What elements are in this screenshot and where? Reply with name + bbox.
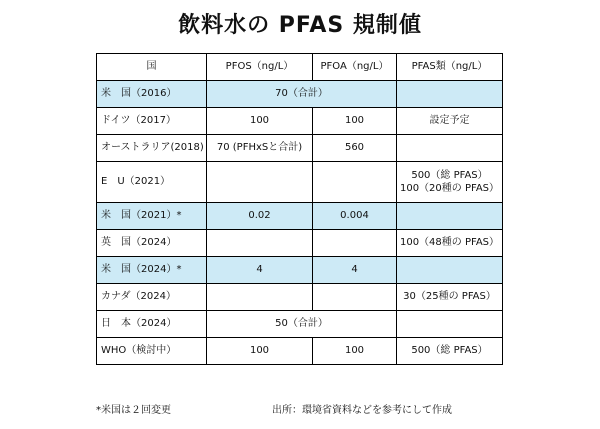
country-cell: 英 国（2024） xyxy=(97,230,207,257)
pfas-cell xyxy=(397,203,503,230)
pfas-line: 500（総 PFAS） xyxy=(411,169,488,181)
page-title: 飲料水の PFAS 規制値 xyxy=(178,13,422,38)
pfoa-cell: 0.004 xyxy=(313,203,397,230)
pfos-cell xyxy=(207,284,313,311)
country-cell: 米 国（2021）* xyxy=(97,203,207,230)
pfoa-cell: 560 xyxy=(313,135,397,162)
table-row xyxy=(97,162,503,203)
pfoa-cell xyxy=(313,162,397,203)
combined-cell: 70（合計） xyxy=(207,81,397,108)
pfoa-cell: 100 xyxy=(313,108,397,135)
source-note: 出所：環境省資料などを参考にして作成 xyxy=(272,405,452,416)
table-row xyxy=(97,203,503,230)
pfas-cell: 30（25種の PFAS） xyxy=(397,284,503,311)
pfas-line: 100（20種の PFAS） xyxy=(399,183,500,194)
pfas-cell xyxy=(397,81,503,108)
country-cell: WHO（検討中） xyxy=(97,338,207,365)
pfos-cell: 70 (PFHxSと合計) xyxy=(207,135,313,162)
table-row xyxy=(97,230,503,257)
pfas-cell xyxy=(397,162,503,203)
country-cell: 米 国（2024）* xyxy=(97,257,207,284)
country-cell: 米 国（2016） xyxy=(97,81,207,108)
table-row xyxy=(97,257,503,284)
pfos-cell: 100 xyxy=(207,338,313,365)
table-row xyxy=(97,338,503,365)
header-pfoa: PFOA（ng/L） xyxy=(313,54,397,81)
header-pfas: PFAS類（ng/L） xyxy=(397,54,503,81)
pfas-cell xyxy=(397,135,503,162)
pfas-cell: 設定予定 xyxy=(397,108,503,135)
pfos-cell: 100 xyxy=(207,108,313,135)
table-row xyxy=(97,81,503,108)
country-cell: カナダ（2024） xyxy=(97,284,207,311)
combined-cell: 50（合計） xyxy=(207,311,397,338)
country-cell: オーストラリア(2018) xyxy=(97,135,207,162)
pfos-cell: 4 xyxy=(207,257,313,284)
pfos-cell xyxy=(207,230,313,257)
footnote: *米国は２回変更 xyxy=(96,405,171,416)
country-cell: 日 本（2024） xyxy=(97,311,207,338)
country-cell: E U（2021） xyxy=(97,162,207,203)
country-cell: ドイツ（2017） xyxy=(97,108,207,135)
pfas-cell: 100（48種の PFAS） xyxy=(397,230,503,257)
pfoa-cell: 4 xyxy=(313,257,397,284)
pfoa-cell xyxy=(313,284,397,311)
header-country: 国 xyxy=(97,54,207,81)
pfas-cell xyxy=(397,257,503,284)
table-row xyxy=(97,135,503,162)
table-row xyxy=(97,311,503,338)
table-row xyxy=(97,284,503,311)
pfoa-cell xyxy=(313,230,397,257)
pfas-regulation-table xyxy=(96,53,503,365)
pfos-cell: 0.02 xyxy=(207,203,313,230)
header-pfos: PFOS（ng/L） xyxy=(207,54,313,81)
pfoa-cell: 100 xyxy=(313,338,397,365)
pfas-cell: 500（総 PFAS） xyxy=(397,338,503,365)
pfos-cell xyxy=(207,162,313,203)
table-row xyxy=(97,108,503,135)
header-row xyxy=(97,54,503,81)
pfas-cell xyxy=(397,311,503,338)
